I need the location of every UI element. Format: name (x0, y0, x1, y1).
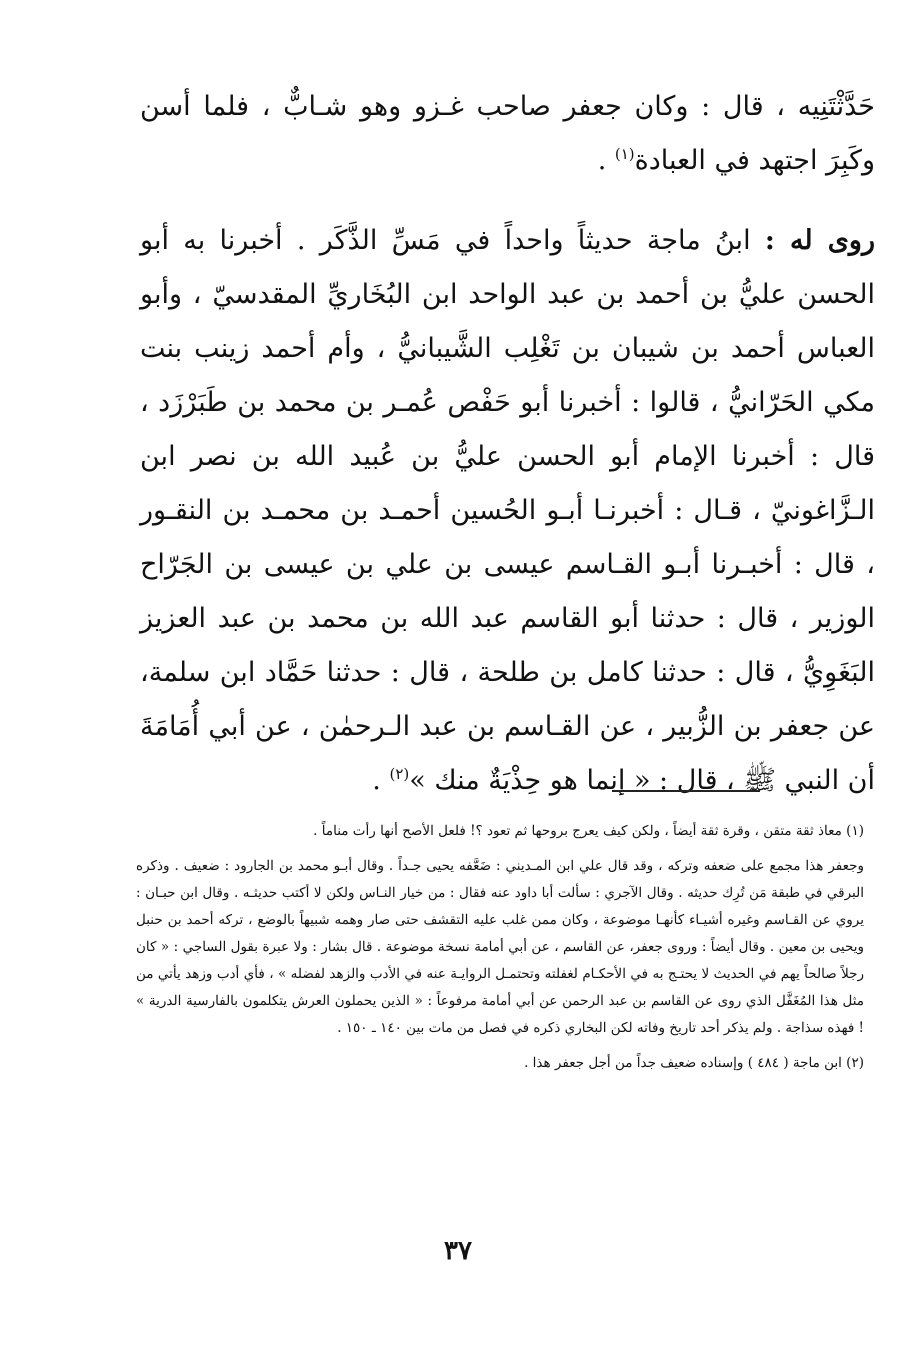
paragraph-continuation: حَدَّثْتَنِيه ، قال : وكان جعفر صاحب غـزو وهو شـابٌّ ، فلما أسن وكَبِرَ اجتهد في العبادة$^{(١)}$ . (140, 91, 875, 176)
footnote-divider (612, 790, 760, 792)
footnotes (136, 818, 864, 1077)
paragraph-narration: روى له : ابنُ ماجة حديثاً واحداً في مَسِّ الذَّكَر . أخبرنا به أبو الحسن عليُّ بن أحمد بن عبد الواحد ابن البُخَاريِّ المقدسيّ ، وأبو العباس أحمد بن شيبان بن تَغْلِب الشَّيبانيُّ ، وأم أحمد زينب بنت مكي الحَرّانيُّ ، قالوا : أخبرنا أبو حَفْص عُمـر بن محمد بن طَبَرْزَد ، قال : أخبرنا الإمام أبو الحسن عليُّ بن عُبيد الله بن نصر ابن الـزَّاغونيّ ، قـال : أخبرنـا أبـو الحُسين أحمـد بن محمـد بن النقـور ، قال : أخبـرنا أبـو القـاسم عيسى بن علي بن عيسى بن الجَرّاح الوزير ، قال : حدثنا أبو القاسم عبد الله بن محمد بن عبد العزيز البَغَوِيُّ ، قال : حدثنا كامل بن طلحة ، قال : حدثنا حَمَّاد ابن سلمة، عن جعفر بن الزُّبير ، عن القـاسم بن عبد الـرحمٰن ، عن أبي أُمَامَةَ أن النبي ﷺ ، قال : « إنما هو حِذْيَةٌ منك »$^{(٢)}$ . (140, 225, 875, 796)
footnote-ref-2[interactable]: (٢) (389, 765, 410, 783)
narration-lead: روى له : (764, 225, 875, 256)
main-text (140, 80, 875, 808)
footnote-ref-1[interactable]: (١) (614, 145, 635, 163)
page-number: ٣٧ (444, 1236, 472, 1266)
footnote-1: (١) معاذ ثقة متقن ، وقرة ثقة أيضاً ، ولكن كيف يعرج بروحها ثم تعود ؟! فلعل الأصح أنها رأت مناماً . (313, 823, 864, 839)
footnote-2: (٢) ابن ماجة ( ٤٨٤ ) وإسناده ضعيف جداً من أجل جعفر هذا . (524, 1055, 864, 1071)
footnote-1-continued: وجعفر هذا مجمع على ضعفه وتركه ، وقد قال علي ابن المـديني : ضَعَّفه يحيى جـداً . وقال أبـو محمد بن الجارود : ضعيف . وذكره البرقي في طبقة مَن تُرِك حديثه . وقال الآجري : سألت أبا داود عنه فقال : من خيار النـاس ولكن لا أكتب حديثـه . وقال ابن حبـان : يروي عن القـاسم وغيره أشيـاء كأنهـا موضوعة ، وكان ممن غلب عليه التقشف حتى صار وهمه شبيهاً بالوضع ، تركه أحمد بن حنبل ويحيى بن معين . وقال أيضاً : وروى جعفر، عن القاسم ، عن أبي أمامة نسخة موضوعة . قال بشار : ولا عبرة بقول الساجي : « كان رجلاً صالحاً يهم في الحديث لا يحتـج به في الأحكـام لغفلته وتحتمـل الروايـة عنه في الأدب والزهد لفضله » ، فأي أدب وزهد يأتي من مثل هذا المُغَفَّل الذي روى عن القاسم بن عبد الرحمن عن أبي أمامة مرفوعاً : « الذين يحملون العرش يتكلمون بالفارسية الدرية » ! فهذه سذاجة . ولم يذكر أحد تاريخ وفاته لكن البخاري ذكره في فصل من مات بين ١٤٠ ـ ١٥٠ . (136, 858, 864, 1036)
